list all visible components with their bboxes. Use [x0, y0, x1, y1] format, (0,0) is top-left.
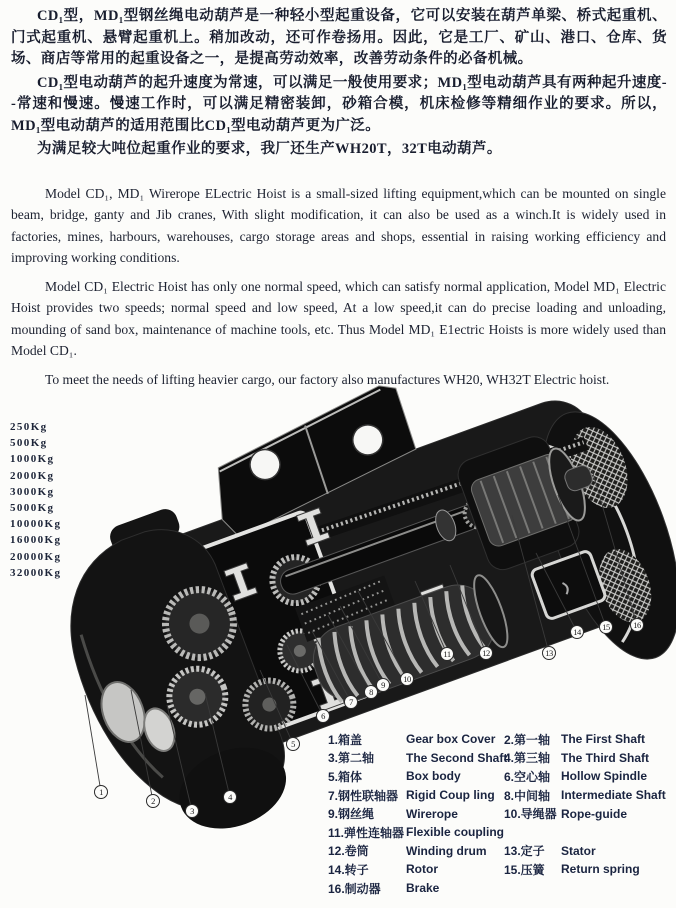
legend-cn: 1.箱盖 [328, 732, 363, 747]
legend-cn: 6.空心轴 [504, 769, 551, 784]
legend-en: Box body [406, 769, 461, 784]
legend-cn: 8.中间轴 [504, 788, 551, 803]
callout-1: 1 [94, 785, 108, 799]
callout-16: 16 [630, 618, 644, 632]
callout-14: 14 [570, 625, 584, 639]
legend-en: Winding drum [406, 843, 487, 858]
callout-15: 15 [599, 620, 613, 634]
legend-en: Hollow Spindle [561, 769, 647, 784]
capacity-item: 10000Kg [10, 518, 62, 531]
callout-8: 8 [364, 685, 378, 699]
legend-cn: 13.定子 [504, 844, 545, 859]
legend-cn: 12.卷筒 [328, 844, 369, 859]
english-intro-section [11, 183, 666, 399]
en-paragraph-3: To meet the needs of lifting heavier cargo, our factory also manufactures WH20, WH32T Electric hoist. [45, 372, 610, 388]
legend-en: The Second Shaft [406, 750, 508, 765]
legend-en: Brake [406, 881, 440, 896]
legend-en: Return spring [561, 862, 640, 877]
callout-4: 4 [223, 790, 237, 804]
en-paragraph-1: Model CD₁, MD₁ Wirerope ELectric Hoist is a small-sized lifting equipment,which can be mounted on single beam, bridge, ganty and Jib cranes, With slight modification, it can also be used as a winch.It is widely used in factories, mines, harbours, warehouses, cargo storage areas and shops, essential in raising working efficiency and improving working conditions. [11, 186, 666, 265]
legend-cn: 10.导绳器 [504, 807, 557, 822]
legend-en: Rotor [406, 862, 438, 877]
callout-7: 7 [344, 695, 358, 709]
legend-en: Flexible coupling [406, 825, 505, 840]
capacity-item: 3000Kg [10, 485, 55, 498]
legend-en: Wirerope [406, 806, 458, 821]
callout-12: 12 [479, 646, 493, 660]
capacity-item: 500Kg [10, 437, 48, 450]
legend-en: Gear box Cover [406, 732, 496, 747]
cn-paragraph-1: CD₁型，MD₁型钢丝绳电动葫芦是一种轻小型起重设备，它可以安装在葫芦单梁、桥式起重机、门式起重机、悬臂起重机上。稍加改动，还可作卷扬用。因此，它是工厂、矿山、港口、仓库、货场、商店等常用的起重设备之一，是提高劳动效率，改善劳动条件的必备机械。 [11, 8, 667, 67]
legend-en: The First Shaft [561, 732, 646, 747]
capacity-item: 1000Kg [10, 453, 55, 466]
cn-paragraph-3: 为满足较大吨位起重作业的要求，我厂还生产WH20T，32T电动葫芦。 [37, 141, 502, 157]
parts-legend [328, 730, 666, 897]
legend-en: Rigid Coup ling [406, 788, 495, 803]
en-paragraph-2: Model CD₁ Electric Hoist has only one normal speed, which can satisfy normal application, Model MD₁ Electric Hoist provides two speeds; normal speed and low speed, At a low speed,it can do precise loading and unloading, mounding of sand box, maintenance of machine tools, etc. Thus Model MD₁ E1ectric Hoists is more widely used than Model CD₁. [11, 279, 666, 359]
callout-5: 5 [286, 737, 300, 751]
capacity-item: 32000Kg [10, 566, 62, 579]
callout-3: 3 [185, 804, 199, 818]
callout-6: 6 [316, 709, 330, 723]
legend-cn: 7.钢性联轴器 [328, 788, 399, 803]
callout-2: 2 [146, 794, 160, 808]
legend-cn: 5.箱体 [328, 769, 363, 784]
capacity-item: 2000Kg [10, 469, 55, 482]
legend-cn: 4.第三轴 [504, 751, 551, 766]
legend-cn: 9.钢丝绳 [328, 807, 375, 822]
capacity-item: 250Kg [10, 421, 48, 433]
legend-en: The Third Shaft [561, 750, 649, 765]
legend-cn: 3.第二轴 [328, 751, 375, 766]
legend-en: Stator [561, 843, 596, 858]
chinese-intro-section [11, 6, 667, 163]
legend-cn: 16.制动器 [328, 881, 381, 896]
legend-en: Intermediate Shaft [561, 788, 666, 803]
legend-en: Rope-guide [561, 806, 627, 821]
callout-10: 10 [400, 672, 414, 686]
capacity-item: 20000Kg [10, 550, 62, 563]
capacity-item: 16000Kg [10, 534, 62, 547]
legend-cn: 14.转子 [328, 862, 369, 877]
capacity-item: 5000Kg [10, 502, 55, 515]
legend-cn: 15.压簧 [504, 862, 545, 877]
legend-cn: 2.第一轴 [504, 732, 551, 747]
callout-13: 13 [542, 646, 556, 660]
legend-cn: 11.弹性连轴器 [328, 825, 405, 840]
callout-11: 11 [440, 647, 454, 661]
cn-paragraph-2: CD₁型电动葫芦的起升速度为常速，可以满足一般使用要求；MD₁型电动葫芦具有两种起升速度--常速和慢速。慢速工作时，可以满足精密装卸，砂箱合模，机床检修等精细作业的要求。所以，MD₁型电动葫芦的适用范围比CD₁型电动葫芦更为广泛。 [11, 74, 667, 134]
callout-9: 9 [376, 678, 390, 692]
